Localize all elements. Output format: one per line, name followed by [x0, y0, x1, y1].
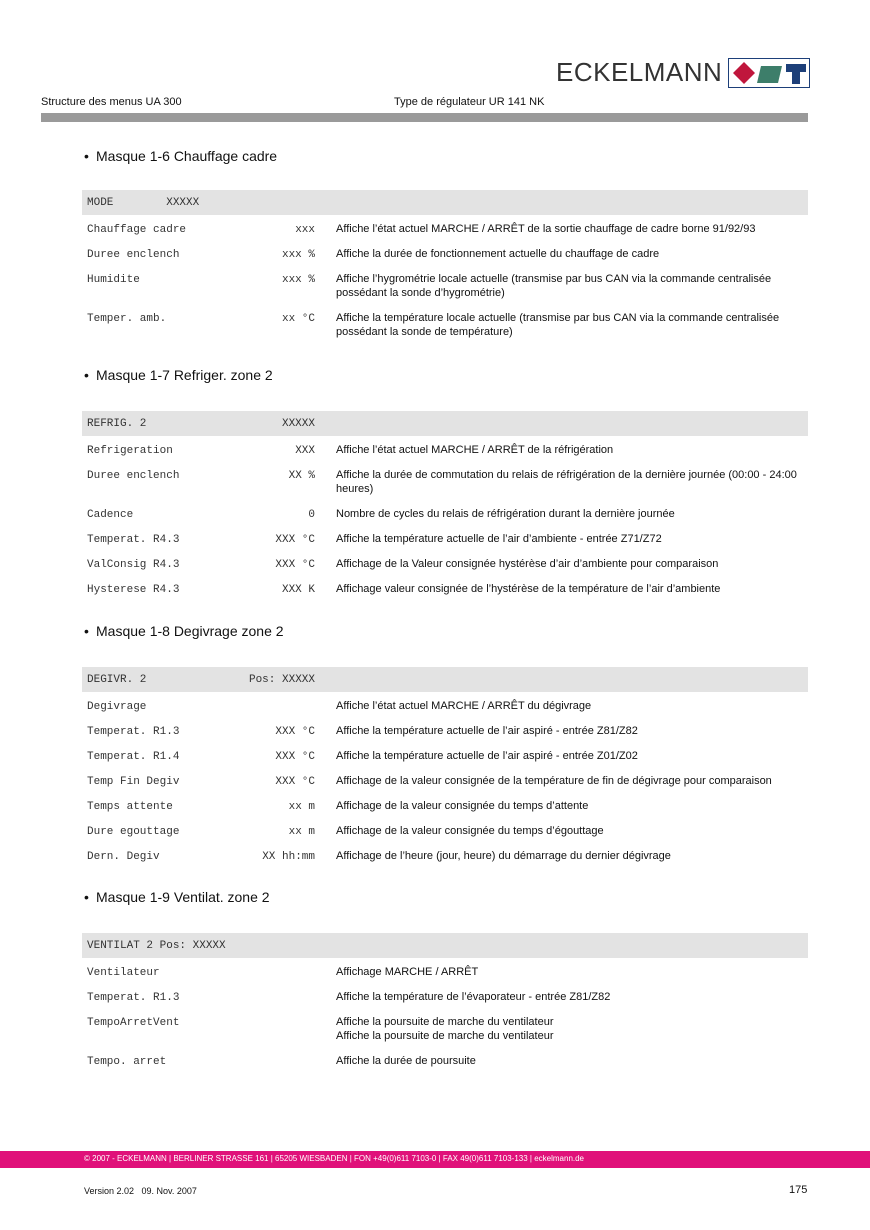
page-number: 175	[789, 1184, 808, 1196]
row-description: Affiche la durée de fonctionnement actuelle du chauffage de cadre	[336, 248, 660, 260]
row-value: XXX °C	[275, 751, 315, 763]
row-label: Dern. Degiv	[87, 851, 160, 863]
row-description: Affichage MARCHE / ARRÊT	[336, 966, 479, 978]
row-label: Degivrage	[87, 701, 147, 713]
row-value: XXX °C	[275, 726, 315, 738]
row-description: Affiche la température actuelle de l’air aspiré - entrée Z81/Z82	[336, 725, 638, 737]
row-description: Affichage de la valeur consignée de la température de fin de dégivrage pour comparaison	[336, 775, 772, 787]
row-description: Nombre de cycles du relais de réfrigération durant la dernière journée	[336, 508, 675, 520]
row-label: Duree enclench	[87, 470, 180, 482]
table-header	[82, 667, 808, 692]
menu-table	[82, 411, 808, 596]
footer-band	[0, 1151, 870, 1168]
row-description: Affiche l’état actuel MARCHE / ARRÊT de la sortie chauffage de cadre borne 91/92/93	[336, 223, 756, 235]
row-description: Affiche la température actuelle de l’air aspiré - entrée Z01/Z02	[336, 750, 638, 762]
row-value: XXX K	[281, 584, 315, 596]
row-value: xxx %	[281, 249, 315, 261]
header-mode: REFRIG. 2	[87, 418, 147, 430]
bullet-icon: •	[84, 148, 89, 164]
row-label: TempoArretVent	[87, 1017, 180, 1029]
section-title: • Masque 1-9 Ventilat. zone 2	[84, 889, 270, 905]
row-value: XXX	[295, 445, 315, 457]
row-value: XXX °C	[275, 534, 315, 546]
row-label: Temperat. R1.4	[87, 751, 180, 763]
row-description: Affichage de la Valeur consignée hystérèse d’air d’ambiente pour comparaison	[336, 558, 719, 570]
row-label: Dure egouttage	[87, 826, 180, 838]
row-value: xx °C	[281, 313, 315, 325]
row-label: Ventilateur	[87, 967, 160, 979]
row-label: Temperat. R1.3	[87, 726, 180, 738]
row-description: Affiche la durée de commutation du relais de réfrigération de la dernière journée (00:00 - 24:00 heures)	[336, 469, 797, 495]
row-label: Temp Fin Degiv	[87, 776, 180, 788]
row-value: xx m	[288, 801, 315, 813]
row-description: Affichage de l’heure (jour, heure) du démarrage du dernier dégivrage	[336, 850, 671, 862]
logo-mark-icon	[728, 58, 810, 88]
row-value: XXX °C	[275, 559, 315, 571]
row-description: Affiche l’état actuel MARCHE / ARRÊT de la réfrigération	[336, 444, 614, 456]
table-header	[82, 190, 808, 215]
row-description: Affiche la poursuite de marche du ventilateur Affiche la poursuite de marche du ventilateur	[336, 1016, 554, 1042]
menu-table	[82, 667, 808, 863]
row-value: 0	[308, 509, 315, 521]
row-label: Hysterese R4.3	[87, 584, 180, 596]
section-title: • Masque 1-6 Chauffage cadre	[84, 148, 278, 164]
footer-contact: © 2007 - ECKELMANN | BERLINER STRASSE 161 | 65205 WIESBADEN | FON +49(0)611 7103-0 | FAX 49(0)611 7103-133 | eckelmann.de	[84, 1154, 585, 1163]
row-label: Temperat. R4.3	[87, 534, 180, 546]
header-mode: VENTILAT 2 Pos: XXXXX	[87, 940, 226, 952]
header-value: Pos: XXXXX	[248, 674, 315, 686]
header-left-title: Structure des menus UA 300	[41, 96, 182, 108]
row-label: ValConsig R4.3	[87, 559, 180, 571]
row-value: xxx %	[281, 274, 315, 286]
row-label: Duree enclench	[87, 249, 180, 261]
table-header	[82, 933, 808, 958]
menu-table	[82, 933, 808, 1068]
bullet-icon: •	[84, 367, 89, 383]
table-header	[82, 411, 808, 436]
row-value: xx m	[288, 826, 315, 838]
row-description: Affiche la durée de poursuite	[336, 1055, 476, 1067]
row-label: Tempo. arret	[87, 1056, 167, 1068]
row-value: xxx	[295, 224, 315, 236]
row-value: XX hh:mm	[262, 851, 315, 863]
header-value: XXXXX	[281, 418, 315, 430]
row-value: XXX °C	[275, 776, 315, 788]
row-value: XX %	[288, 470, 315, 482]
bullet-icon: •	[84, 623, 89, 639]
row-label: Humidite	[87, 274, 140, 286]
row-description: Affichage valeur consignée de l’hystérèse de la température de l’air d’ambiente	[336, 583, 721, 595]
brand-name: ECKELMANN	[556, 57, 723, 87]
version-date: Version 2.02 09. Nov. 2007	[84, 1186, 197, 1196]
row-description: Affiche l’hygrométrie locale actuelle (transmise par bus CAN via la commande centralisée possédant la sonde d’hygrométrie)	[336, 273, 772, 299]
row-label: Temperat. R1.3	[87, 992, 180, 1004]
header-rule	[41, 113, 808, 122]
row-description: Affichage de la valeur consignée du temps d’attente	[336, 800, 589, 812]
row-label: Cadence	[87, 509, 134, 521]
header-mode: MODE XXXXX	[87, 197, 200, 209]
row-description: Affiche la température de l’évaporateur - entrée Z81/Z82	[336, 991, 611, 1003]
row-label: Temper. amb.	[87, 313, 167, 325]
row-label: Temps attente	[87, 801, 173, 813]
row-label: Refrigeration	[87, 445, 173, 457]
row-description: Affichage de la valeur consignée du temps d’égouttage	[336, 825, 604, 837]
row-label: Chauffage cadre	[87, 224, 187, 236]
section-title: • Masque 1-8 Degivrage zone 2	[84, 623, 284, 639]
header-center-title: Type de régulateur UR 141 NK	[394, 96, 545, 108]
header-mode: DEGIVR. 2	[87, 674, 147, 686]
section-title: • Masque 1-7 Refriger. zone 2	[84, 367, 273, 383]
row-description: Affiche l’état actuel MARCHE / ARRÊT du dégivrage	[336, 700, 592, 712]
bullet-icon: •	[84, 889, 89, 905]
row-description: Affiche la température locale actuelle (transmise par bus CAN via la commande centralisée possédant la sonde de température)	[336, 312, 780, 338]
menu-table	[82, 190, 808, 338]
eckelmann-logo	[556, 57, 810, 88]
row-description: Affiche la température actuelle de l’air d’ambiente - entrée Z71/Z72	[336, 533, 662, 545]
